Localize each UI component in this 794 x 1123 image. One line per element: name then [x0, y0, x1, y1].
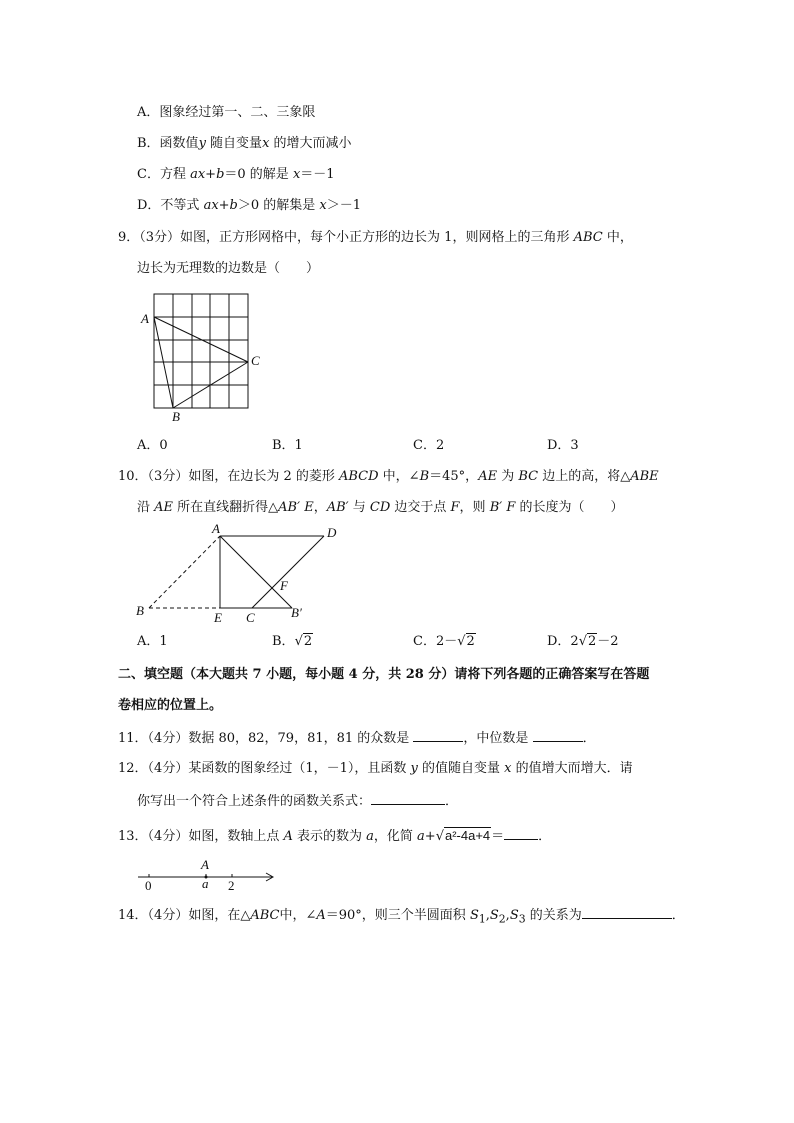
q10-rhombus-figure	[134, 522, 354, 630]
tick-label-two: 2	[228, 878, 235, 893]
q10-option-c	[413, 633, 476, 651]
var: F	[450, 500, 460, 515]
text: 14．（4分）如图，在△	[118, 908, 251, 923]
text: 边上的高，将△	[538, 469, 631, 484]
label-a: A	[141, 311, 149, 326]
var: x	[319, 198, 327, 213]
var: CD	[369, 500, 391, 515]
text: 沿	[137, 500, 155, 515]
label-e: E	[214, 610, 222, 625]
q13-number-line	[134, 856, 284, 896]
q10-option-d	[547, 633, 619, 651]
radicand: 2	[466, 634, 475, 649]
text: ．	[582, 731, 596, 746]
text: ＝	[491, 829, 505, 844]
text: 所在直线翻折得△	[173, 500, 279, 515]
text: 13．（4分）如图，数轴上点	[118, 829, 284, 844]
var: S	[489, 908, 499, 923]
sqrt: √2	[294, 634, 313, 649]
figure-lines	[149, 536, 324, 608]
text: 12．（4分）某函数的图象经过（1，－1），且函数	[118, 761, 411, 776]
text: 中，∠	[279, 908, 317, 923]
radicand: 2	[588, 634, 597, 649]
text: 为	[497, 469, 519, 484]
text: 的关系为	[525, 908, 582, 923]
subscript: 3	[518, 912, 526, 926]
text: 9．（3分）如图，正方形网格中，每个小正方形的边长为 1，则网格上的三角形	[118, 230, 574, 245]
text: 的增大而减小	[269, 136, 352, 151]
q10-option-a: A．1	[137, 634, 168, 649]
tick-label-a: a	[202, 876, 209, 891]
subscript: 1	[478, 912, 486, 926]
var: x	[292, 167, 301, 182]
text: ．	[538, 829, 552, 844]
text: B．	[272, 634, 295, 649]
text: 的值增大而增大．请	[511, 761, 633, 776]
text: ，中位数是	[463, 731, 533, 746]
text: ＞－1	[326, 198, 362, 213]
answer-blank[interactable]	[504, 826, 538, 840]
var: ax+b	[190, 167, 225, 182]
var: AB′	[326, 500, 349, 515]
label-b-prime: B′	[291, 605, 302, 620]
q9-option-a: A．0	[137, 438, 168, 453]
sqrt: √2	[457, 634, 475, 649]
text: 的长度为（ ）	[515, 500, 624, 515]
text: ＝45°，	[429, 469, 479, 484]
text: 随自变量	[205, 136, 263, 151]
q9-option-d: D．3	[547, 438, 579, 453]
text: C．方程	[137, 167, 191, 182]
text: ，化简	[373, 829, 418, 844]
radicand: a²-4a+4	[444, 828, 491, 843]
q10-option-b	[272, 633, 313, 651]
q8-option-a: A．图象经过第一、二、三象限	[137, 105, 316, 120]
q12-stem-line1	[118, 760, 633, 778]
radicand: 2	[303, 634, 313, 649]
var: A	[283, 829, 293, 844]
text: 表示的数为	[292, 829, 367, 844]
q12-stem-line2	[137, 791, 458, 811]
text: 你写出一个符合上述条件的函数关系式：	[137, 794, 372, 809]
q9-option-c: C．2	[413, 438, 445, 453]
var: AB′ E	[278, 500, 314, 515]
text: 11．（4分）数据 80，82，79，81，81 的众数是	[118, 731, 414, 746]
q9-stem-line1	[118, 229, 633, 247]
var: ABC	[250, 908, 280, 923]
var: y	[198, 136, 206, 151]
answer-blank[interactable]	[371, 791, 445, 805]
text: 与	[348, 500, 370, 515]
var: AE	[154, 500, 174, 515]
label-f: F	[280, 578, 288, 593]
answer-blank[interactable]	[582, 905, 672, 919]
var: S	[509, 908, 519, 923]
section2-heading-line2: 卷相应的位置上。	[118, 698, 223, 713]
text: 的值随自变量	[417, 761, 505, 776]
q8-option-b	[137, 135, 352, 153]
answer-blank[interactable]	[533, 728, 583, 742]
var: a	[366, 829, 374, 844]
q10-stem-line1	[118, 468, 659, 486]
text: ．	[671, 908, 685, 923]
text: C．2－	[413, 634, 458, 649]
var: AE	[478, 469, 498, 484]
label-b: B	[172, 409, 180, 424]
var: ABCD	[338, 469, 379, 484]
var: a	[417, 829, 425, 844]
q10-stem-line2	[137, 499, 624, 517]
label-point-a: A	[201, 857, 209, 872]
text: +	[424, 829, 436, 844]
var: S	[469, 908, 479, 923]
subscript: 2	[498, 912, 506, 926]
text: －2	[597, 634, 619, 649]
label-a: A	[212, 521, 220, 536]
label-d: D	[327, 525, 337, 540]
text: ＝90°，则三个半圆面积	[325, 908, 470, 923]
var: x	[262, 136, 270, 151]
label-b: B	[136, 603, 144, 618]
var: B	[419, 469, 430, 484]
q9-option-b: B．1	[272, 438, 303, 453]
q9-stem-line2: 边长为无理数的边数是（ ）	[137, 261, 320, 276]
var: ABC	[573, 230, 603, 245]
var: y	[410, 761, 418, 776]
text: 10．（3分）如图，在边长为 2 的菱形	[118, 469, 339, 484]
section2-heading-line1: 二、填空题（本大题共 7 小题，每小题 4 分，共 28 分）请将下列各题的正确答案写在答题	[118, 667, 650, 682]
sqrt: √a²-4a+4	[435, 828, 491, 844]
text: ＝－1	[300, 167, 335, 182]
var: A	[316, 908, 326, 923]
text: ，	[313, 500, 327, 515]
q8-option-d	[137, 197, 361, 215]
var: B′ F	[489, 500, 516, 515]
var: x	[504, 761, 512, 776]
answer-blank[interactable]	[413, 728, 463, 742]
text: D．2	[547, 634, 579, 649]
label-c: C	[251, 353, 260, 368]
text: 中，∠	[378, 469, 420, 484]
text: ＞0 的解集是	[237, 198, 320, 213]
text: 中，	[602, 230, 633, 245]
q14-stem: 14．（4分）如图，在△ABC中，∠A＝90°，则三个半圆面积 $S_1,S_2,S_3$ 的关系为 ．	[118, 905, 685, 929]
var: BC	[518, 469, 539, 484]
tick-label-zero: 0	[145, 878, 152, 893]
q8-option-c	[137, 166, 335, 184]
text: ，则	[459, 500, 490, 515]
text: ．	[445, 794, 459, 809]
var: ABE	[630, 469, 659, 484]
text: ＝0 的解是	[224, 167, 293, 182]
sqrt: √2	[578, 634, 597, 649]
label-c: C	[246, 610, 255, 625]
var: ax+b	[203, 198, 238, 213]
q11-stem	[118, 728, 596, 748]
text: 边交于点	[390, 500, 451, 515]
text: B．函数值	[137, 136, 199, 151]
text: D．不等式	[137, 198, 204, 213]
q13-stem	[118, 826, 551, 846]
q9-grid-figure	[140, 290, 270, 425]
